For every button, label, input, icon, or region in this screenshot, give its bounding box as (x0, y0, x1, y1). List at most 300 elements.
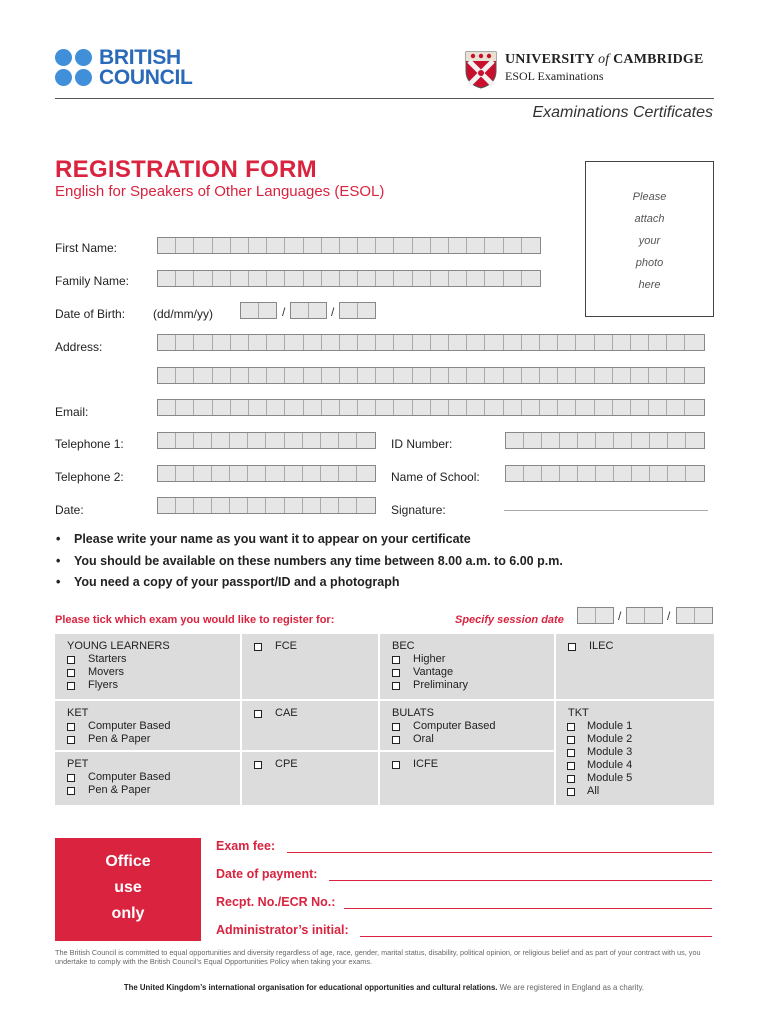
payment-date-label: Date of payment: (216, 867, 318, 881)
character-box[interactable] (259, 303, 277, 318)
tkt-module2-option[interactable]: Module 2 (567, 733, 714, 746)
dob-format: (dd/mm/yy) (153, 307, 213, 321)
character-box[interactable] (376, 238, 394, 253)
character-box[interactable] (504, 238, 522, 253)
character-box[interactable] (413, 238, 431, 253)
character-box[interactable] (596, 433, 614, 448)
date-field[interactable] (157, 497, 376, 514)
character-box[interactable] (632, 433, 650, 448)
character-box[interactable] (304, 400, 322, 415)
character-box[interactable] (249, 271, 267, 286)
character-box[interactable] (685, 335, 703, 350)
tkt-module4-option[interactable]: Module 4 (567, 759, 714, 772)
character-box[interactable] (213, 400, 231, 415)
character-box[interactable] (485, 368, 503, 383)
character-box[interactable] (231, 368, 249, 383)
character-box[interactable] (413, 400, 431, 415)
icfe-option[interactable]: ICFE (392, 758, 554, 771)
character-box[interactable] (303, 466, 321, 481)
character-box[interactable] (231, 238, 249, 253)
character-box[interactable] (558, 400, 576, 415)
exam-group-title: BEC (392, 640, 415, 652)
session-month-field[interactable] (626, 607, 663, 624)
character-box[interactable] (376, 368, 394, 383)
character-box[interactable] (504, 400, 522, 415)
character-box[interactable] (558, 335, 576, 350)
character-box[interactable] (304, 368, 322, 383)
character-box[interactable] (267, 335, 285, 350)
character-box[interactable] (176, 400, 194, 415)
bulats-cell (380, 701, 554, 750)
character-box[interactable] (627, 608, 645, 623)
checkbox[interactable] (568, 643, 576, 651)
character-box[interactable] (194, 466, 212, 481)
character-box[interactable] (340, 238, 358, 253)
character-box[interactable] (267, 400, 285, 415)
character-box[interactable] (504, 335, 522, 350)
character-box[interactable] (321, 466, 339, 481)
exam-group-title: TKT (568, 707, 589, 719)
character-box[interactable] (522, 335, 540, 350)
address-line1-field[interactable] (157, 334, 705, 351)
character-box[interactable] (596, 466, 614, 481)
character-box[interactable] (267, 238, 285, 253)
character-box[interactable] (248, 433, 266, 448)
character-box[interactable] (394, 335, 412, 350)
character-box[interactable] (431, 368, 449, 383)
telephone2-field[interactable] (157, 465, 376, 482)
character-box[interactable] (212, 498, 230, 513)
bulats-computer-option[interactable]: Computer Based (392, 720, 554, 733)
character-box[interactable] (613, 400, 631, 415)
character-box[interactable] (230, 498, 248, 513)
character-box[interactable] (485, 400, 503, 415)
character-box[interactable] (677, 608, 695, 623)
receipt-line[interactable] (344, 908, 712, 909)
checkbox[interactable] (67, 787, 75, 795)
character-box[interactable] (467, 368, 485, 383)
character-box[interactable] (176, 238, 194, 253)
character-box[interactable] (649, 368, 667, 383)
character-box[interactable] (285, 271, 303, 286)
character-box[interactable] (485, 271, 503, 286)
character-box[interactable] (212, 433, 230, 448)
character-box[interactable] (413, 271, 431, 286)
character-box[interactable] (285, 238, 303, 253)
character-box[interactable] (213, 238, 231, 253)
family-name-label: Family Name: (55, 274, 130, 288)
list-item: • Please write your name as you want it to appear on your certificate (56, 532, 471, 546)
checkbox[interactable] (567, 775, 575, 783)
character-box[interactable] (176, 335, 194, 350)
address-line2-field[interactable] (157, 367, 705, 384)
cae-cell (242, 701, 378, 750)
exam-selection-heading: Please tick which exam you would like to register for: (55, 614, 335, 626)
character-box[interactable] (596, 608, 614, 623)
character-box[interactable] (376, 335, 394, 350)
character-box[interactable] (540, 335, 558, 350)
character-box[interactable] (194, 400, 212, 415)
british-council-wordmark: BRITISH COUNCIL (99, 46, 193, 89)
cpe-cell (242, 752, 378, 805)
character-box[interactable] (394, 238, 412, 253)
character-box[interactable] (614, 433, 632, 448)
starters-option[interactable]: Starters (67, 653, 240, 666)
checkbox[interactable] (67, 736, 75, 744)
character-box[interactable] (304, 271, 322, 286)
character-box[interactable] (506, 466, 524, 481)
character-box[interactable] (467, 238, 485, 253)
character-box[interactable] (560, 466, 578, 481)
character-box[interactable] (685, 400, 703, 415)
character-box[interactable] (230, 433, 248, 448)
character-box[interactable] (522, 400, 540, 415)
character-box[interactable] (231, 335, 249, 350)
exam-group-title: BULATS (392, 707, 434, 719)
tkt-module3-option[interactable]: Module 3 (567, 746, 714, 759)
character-box[interactable] (304, 335, 322, 350)
session-day-field[interactable] (577, 607, 614, 624)
dob-label: Date of Birth: (55, 307, 126, 321)
character-box[interactable] (540, 400, 558, 415)
character-box[interactable] (686, 466, 704, 481)
character-box[interactable] (542, 466, 560, 481)
photo-instructions: Please attach your photo here (632, 191, 667, 291)
character-box[interactable] (266, 498, 284, 513)
first-name-field[interactable] (157, 237, 541, 254)
character-box[interactable] (613, 368, 631, 383)
checkbox[interactable] (67, 656, 75, 664)
character-box[interactable] (322, 368, 340, 383)
character-box[interactable] (467, 400, 485, 415)
dob-slash: / (331, 305, 335, 319)
character-box[interactable] (285, 368, 303, 383)
character-box[interactable] (504, 368, 522, 383)
character-box[interactable] (267, 271, 285, 286)
character-box[interactable] (631, 335, 649, 350)
character-box[interactable] (339, 466, 357, 481)
character-box[interactable] (650, 433, 668, 448)
checkbox[interactable] (392, 723, 400, 731)
character-box[interactable] (695, 608, 713, 623)
character-box[interactable] (309, 303, 327, 318)
character-box[interactable] (394, 271, 412, 286)
checkbox[interactable] (254, 710, 262, 718)
fce-option[interactable]: FCE (254, 640, 378, 653)
character-box[interactable] (576, 400, 594, 415)
character-box[interactable] (158, 433, 176, 448)
character-box[interactable] (231, 271, 249, 286)
family-name-field[interactable] (157, 270, 541, 287)
character-box[interactable] (266, 433, 284, 448)
character-box[interactable] (285, 466, 303, 481)
character-box[interactable] (176, 271, 194, 286)
character-box[interactable] (667, 400, 685, 415)
character-box[interactable] (668, 433, 686, 448)
character-box[interactable] (248, 466, 266, 481)
character-box[interactable] (322, 400, 340, 415)
character-box[interactable] (506, 433, 524, 448)
character-box[interactable] (230, 466, 248, 481)
admin-initial-label: Administrator’s initial: (216, 923, 349, 937)
character-box[interactable] (540, 368, 558, 383)
telephone2-label: Telephone 2: (55, 470, 124, 484)
checkbox[interactable] (567, 762, 575, 770)
character-box[interactable] (340, 271, 358, 286)
bec-higher-option[interactable]: Higher (392, 653, 554, 666)
character-box[interactable] (578, 433, 596, 448)
icfe-cell (380, 752, 554, 805)
character-box[interactable] (285, 498, 303, 513)
cpe-option[interactable]: CPE (254, 758, 378, 771)
character-box[interactable] (576, 335, 594, 350)
session-date-label: Specify session date (455, 614, 564, 626)
character-box[interactable] (485, 238, 503, 253)
cae-option[interactable]: CAE (254, 707, 378, 720)
character-box[interactable] (431, 238, 449, 253)
character-box[interactable] (340, 400, 358, 415)
character-box[interactable] (213, 368, 231, 383)
character-box[interactable] (632, 466, 650, 481)
character-box[interactable] (504, 271, 522, 286)
character-box[interactable] (358, 400, 376, 415)
character-box[interactable] (357, 466, 375, 481)
character-box[interactable] (358, 238, 376, 253)
form-subtitle: English for Speakers of Other Languages (ESOL) (55, 183, 385, 200)
character-box[interactable] (291, 303, 309, 318)
character-box[interactable] (667, 368, 685, 383)
character-box[interactable] (524, 433, 542, 448)
character-box[interactable] (668, 466, 686, 481)
flyers-option[interactable]: Flyers (67, 679, 240, 692)
checkbox[interactable] (67, 774, 75, 782)
character-box[interactable] (241, 303, 259, 318)
character-box[interactable] (358, 368, 376, 383)
character-box[interactable] (267, 368, 285, 383)
ket-paper-option[interactable]: Pen & Paper (67, 733, 240, 746)
character-box[interactable] (595, 335, 613, 350)
character-box[interactable] (631, 400, 649, 415)
character-box[interactable] (285, 400, 303, 415)
character-box[interactable] (357, 498, 375, 513)
character-box[interactable] (522, 238, 540, 253)
character-box[interactable] (578, 608, 596, 623)
character-box[interactable] (248, 498, 266, 513)
character-box[interactable] (449, 335, 467, 350)
character-box[interactable] (322, 271, 340, 286)
checkbox[interactable] (392, 656, 400, 664)
character-box[interactable] (449, 368, 467, 383)
id-number-field[interactable] (505, 432, 705, 449)
exam-fee-line[interactable] (287, 852, 712, 853)
character-box[interactable] (194, 368, 212, 383)
pet-paper-option[interactable]: Pen & Paper (67, 784, 240, 797)
school-field[interactable] (505, 465, 705, 482)
bec-vantage-option[interactable]: Vantage (392, 666, 554, 679)
character-box[interactable] (322, 335, 340, 350)
character-box[interactable] (631, 368, 649, 383)
character-box[interactable] (285, 335, 303, 350)
character-box[interactable] (578, 466, 596, 481)
dob-year-field[interactable] (339, 302, 376, 319)
character-box[interactable] (285, 433, 303, 448)
character-box[interactable] (449, 271, 467, 286)
pet-computer-option[interactable]: Computer Based (67, 771, 240, 784)
character-box[interactable] (339, 498, 357, 513)
character-box[interactable] (213, 271, 231, 286)
character-box[interactable] (340, 335, 358, 350)
character-box[interactable] (266, 466, 284, 481)
character-box[interactable] (194, 238, 212, 253)
checkbox[interactable] (392, 761, 400, 769)
character-box[interactable] (158, 335, 176, 350)
character-box[interactable] (321, 498, 339, 513)
character-box[interactable] (485, 335, 503, 350)
character-box[interactable] (595, 368, 613, 383)
telephone1-field[interactable] (157, 432, 376, 449)
character-box[interactable] (449, 400, 467, 415)
character-box[interactable] (560, 433, 578, 448)
checkbox[interactable] (567, 749, 575, 757)
checkbox[interactable] (567, 736, 575, 744)
ket-computer-option[interactable]: Computer Based (67, 720, 240, 733)
ilec-option[interactable]: ILEC (568, 640, 714, 653)
character-box[interactable] (394, 368, 412, 383)
character-box[interactable] (686, 433, 704, 448)
character-box[interactable] (194, 498, 212, 513)
character-box[interactable] (158, 238, 176, 253)
character-box[interactable] (376, 271, 394, 286)
character-box[interactable] (358, 335, 376, 350)
character-box[interactable] (194, 271, 212, 286)
character-box[interactable] (614, 466, 632, 481)
character-box[interactable] (358, 303, 376, 318)
cambridge-subtitle: ESOL Examinations (505, 69, 604, 83)
character-box[interactable] (667, 335, 685, 350)
bulats-oral-option[interactable]: Oral (392, 733, 554, 746)
character-box[interactable] (357, 433, 375, 448)
character-box[interactable] (231, 400, 249, 415)
email-label: Email: (55, 405, 89, 419)
checkbox[interactable] (567, 723, 575, 731)
character-box[interactable] (249, 400, 267, 415)
character-box[interactable] (158, 466, 176, 481)
bec-preliminary-option[interactable]: Preliminary (392, 679, 554, 692)
character-box[interactable] (158, 368, 176, 383)
character-box[interactable] (522, 368, 540, 383)
admin-initial-line[interactable] (360, 936, 712, 937)
character-box[interactable] (322, 238, 340, 253)
character-box[interactable] (303, 433, 321, 448)
cambridge-title: UNIVERSITY of CAMBRIDGE (505, 52, 704, 67)
character-box[interactable] (467, 271, 485, 286)
id-number-label: ID Number: (391, 437, 453, 451)
character-box[interactable] (158, 400, 176, 415)
character-box[interactable] (176, 433, 194, 448)
movers-option[interactable]: Movers (67, 666, 240, 679)
character-box[interactable] (303, 498, 321, 513)
tkt-all-option[interactable]: All (567, 785, 714, 798)
character-box[interactable] (212, 466, 230, 481)
character-box[interactable] (376, 400, 394, 415)
character-box[interactable] (576, 368, 594, 383)
checkbox[interactable] (67, 669, 75, 677)
character-box[interactable] (358, 271, 376, 286)
signature-line[interactable] (504, 510, 708, 511)
character-box[interactable] (413, 368, 431, 383)
character-box[interactable] (176, 368, 194, 383)
photo-placeholder[interactable] (585, 161, 714, 317)
character-box[interactable] (613, 335, 631, 350)
character-box[interactable] (194, 335, 212, 350)
character-box[interactable] (558, 368, 576, 383)
checkbox[interactable] (254, 761, 262, 769)
character-box[interactable] (249, 368, 267, 383)
character-box[interactable] (394, 400, 412, 415)
character-box[interactable] (431, 335, 449, 350)
character-box[interactable] (194, 433, 212, 448)
character-box[interactable] (340, 368, 358, 383)
checkbox[interactable] (67, 723, 75, 731)
exam-group-title: YOUNG LEARNERS (67, 640, 170, 652)
character-box[interactable] (249, 335, 267, 350)
character-box[interactable] (158, 498, 176, 513)
session-year-field[interactable] (676, 607, 713, 624)
session-slash: / (667, 609, 671, 623)
character-box[interactable] (645, 608, 663, 623)
character-box[interactable] (685, 368, 703, 383)
character-box[interactable] (650, 466, 668, 481)
character-box[interactable] (522, 271, 540, 286)
character-box[interactable] (213, 335, 231, 350)
character-box[interactable] (413, 335, 431, 350)
cambridge-shield-icon (465, 51, 497, 89)
character-box[interactable] (595, 400, 613, 415)
character-box[interactable] (649, 335, 667, 350)
young-learners-cell (55, 634, 240, 699)
character-box[interactable] (467, 335, 485, 350)
character-box[interactable] (542, 433, 560, 448)
character-box[interactable] (339, 433, 357, 448)
checkbox[interactable] (392, 682, 400, 690)
dob-day-field[interactable] (240, 302, 277, 319)
checkbox[interactable] (254, 643, 262, 651)
checkbox[interactable] (567, 788, 575, 796)
email-field[interactable] (157, 399, 705, 416)
checkbox[interactable] (392, 736, 400, 744)
character-box[interactable] (431, 271, 449, 286)
payment-date-line[interactable] (329, 880, 712, 881)
character-box[interactable] (449, 238, 467, 253)
character-box[interactable] (649, 400, 667, 415)
character-box[interactable] (431, 400, 449, 415)
checkbox[interactable] (392, 669, 400, 677)
character-box[interactable] (249, 238, 267, 253)
tkt-module1-option[interactable]: Module 1 (567, 720, 714, 733)
character-box[interactable] (321, 433, 339, 448)
character-box[interactable] (340, 303, 358, 318)
tkt-module5-option[interactable]: Module 5 (567, 772, 714, 785)
character-box[interactable] (176, 498, 194, 513)
receipt-label: Recpt. No./ECR No.: (216, 895, 336, 909)
character-box[interactable] (176, 466, 194, 481)
dob-month-field[interactable] (290, 302, 327, 319)
character-box[interactable] (158, 271, 176, 286)
checkbox[interactable] (67, 682, 75, 690)
list-item: • You need a copy of your passport/ID and a photograph (56, 575, 400, 589)
character-box[interactable] (524, 466, 542, 481)
character-box[interactable] (304, 238, 322, 253)
